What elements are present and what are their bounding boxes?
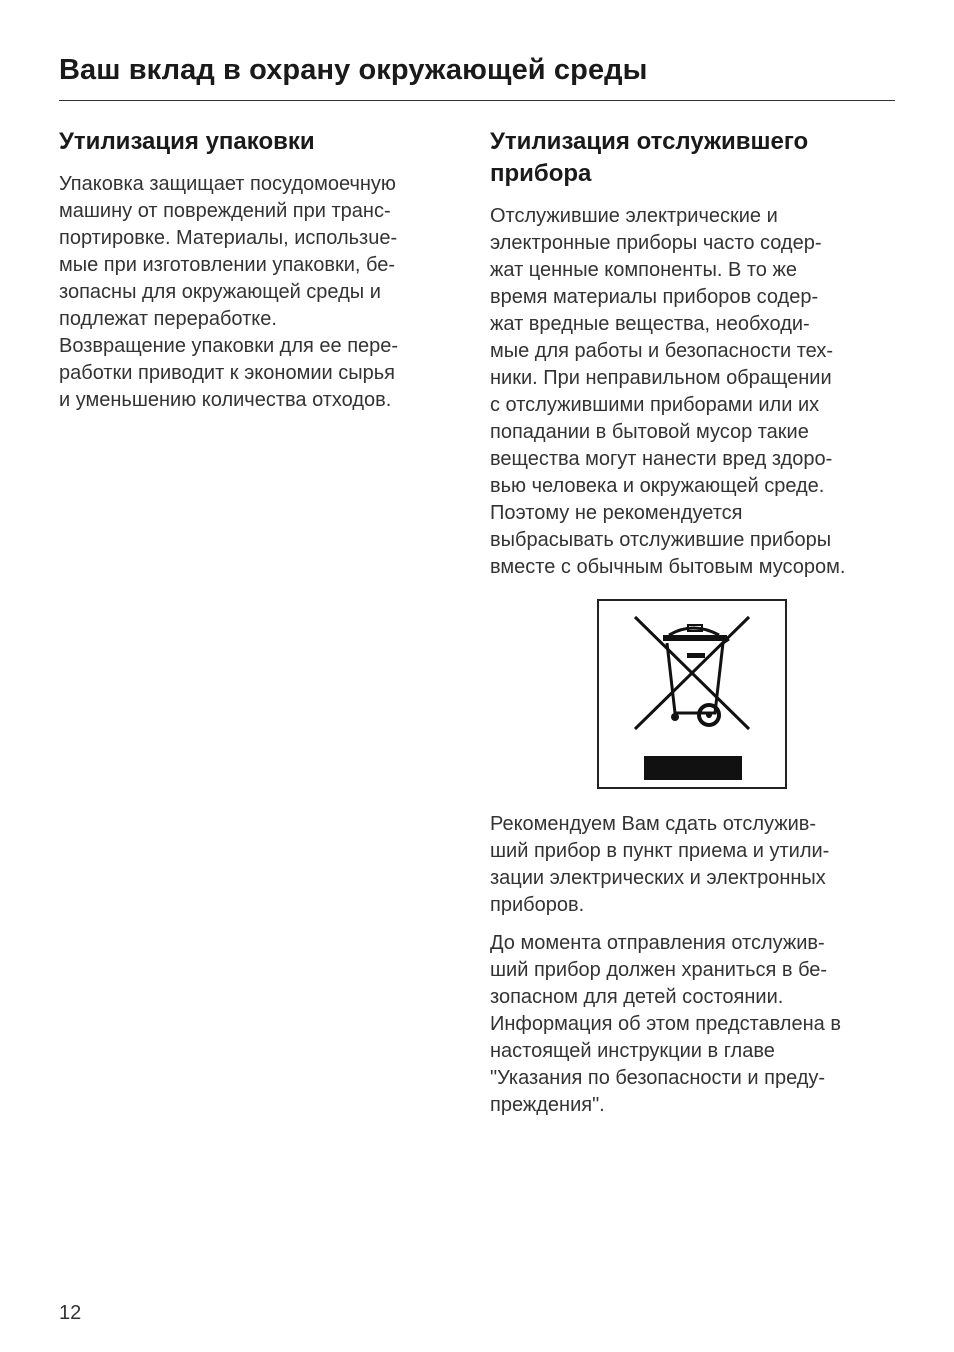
- packaging-heading: Утилизация упаковки: [59, 128, 315, 155]
- packaging-paragraph-1: Упаковка защищает посудомоечную машину от повреждений при транс- портировке. Материалы, использue- мые при изготовлении упаковки, бе- зопасны для окружающей среды и подлежат переработке.: [59, 173, 398, 330]
- crossed-out-wheelie-bin-icon: [599, 601, 785, 787]
- page-title: Ваш вклад в охрану окружающей среды: [59, 54, 648, 86]
- packaging-paragraph-2: Возвращение упаковки для ее пере- работки приводит к экономии сырья и уменьшению количества отходов.: [59, 335, 399, 411]
- left-column: [59, 126, 459, 414]
- appliance-paragraph-2: Рекомендуем Вам сдать отслужив- ший прибор в пункт приема и утили- зации электрических и электронных приборов.: [490, 813, 830, 916]
- title-divider: [59, 100, 895, 101]
- appliance-disposal-heading: Утилизация отслужившего прибора: [490, 128, 809, 187]
- appliance-paragraph-1: Отслужившие электрические и электронные приборы часто содер- жат ценные компоненты. В то же время материалы приборов содер- жат вредные вещества, необходи- мые для работы и безопасности тех- ники. При неправильном обращении с отслужившими приборами или их попадании в бытовой мусор такие вещества могут нанести вред здоро- вью человека и окружающей среде. Поэтому не рекомендуется выбрасывать отслужившие приборы вместе с обычным бытовым мусором.: [490, 205, 846, 578]
- appliance-paragraph-3: До момента отправления отслужив- ший прибор должен храниться в бе- зопасном для детей состоянии. Информация об этом представлена в настоящей инструкции в главе "Указания по безопасности и преду- преждения".: [490, 932, 841, 1116]
- page-number: 12: [59, 1302, 82, 1324]
- weee-symbol: [597, 599, 787, 789]
- right-column: [490, 126, 900, 1119]
